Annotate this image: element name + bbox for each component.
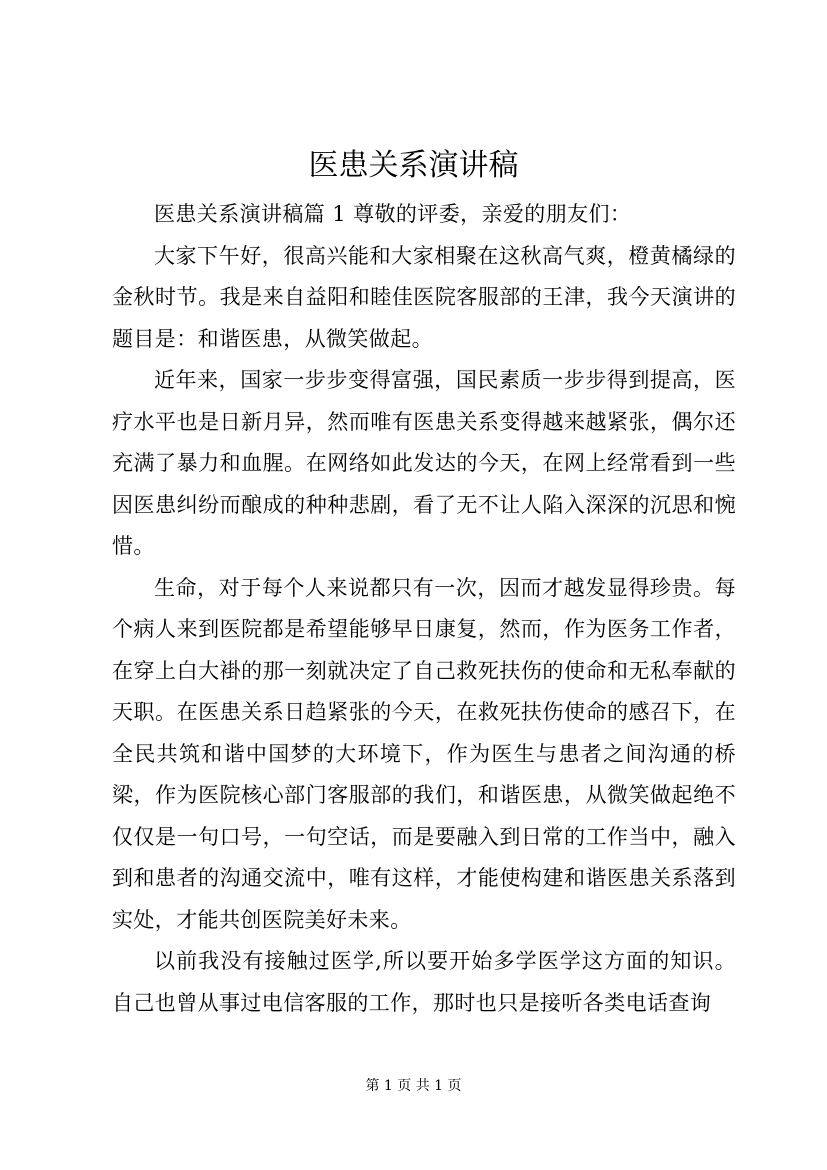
document-title: 医患关系演讲稿 xyxy=(308,148,519,183)
paragraph-background: 近年来，国家一步步变得富强，国民素质一步步得到提高，医疗水平也是日新月异，然而唯有医患关系变得越来越紧张，偶尔还充满了暴力和血腥。在网络如此发达的今天，在网上经常看到一些因医患纠纷而酿成的种种悲剧，看了无不让人陷入深深的沉思和惋惜。 xyxy=(112,368,736,558)
paragraph-experience: 以前我没有接触过医学,所以要开始多学医学这方面的知识。自己也曾从事过电信客服的工作，那时也只是接听各类电话查询 xyxy=(112,949,736,1015)
page-footer: 第 1 页 共 1 页 xyxy=(365,1078,462,1094)
paragraph-introduction: 大家下午好，很高兴能和大家相聚在这秋高气爽，橙黄橘绿的金秋时节。我是来自益阳和睦佳医院客服部的王津，我今天演讲的题目是：和谐医患，从微笑做起。 xyxy=(112,243,736,351)
document-body xyxy=(112,194,736,1024)
paragraph-mission: 生命，对于每个人来说都只有一次，因而才越发显得珍贵。每个病人来到医院都是希望能够早日康复，然而，作为医务工作者，在穿上白大褂的那一刻就决定了自己救死扶伤的使命和无私奉献的天职。在医患关系日趋紧张的今天，在救死扶伤使命的感召下，在全民共筑和谐中国梦的大环境下，作为医生与患者之间沟通的桥梁，作为医院核心部门客服部的我们，和谐医患，从微笑做起绝不仅仅是一句口号，一句空话，而是要融入到日常的工作当中，融入到和患者的沟通交流中，唯有这样，才能使构建和谐医患关系落到实处，才能共创医院美好未来。 xyxy=(112,575,736,932)
paragraph-greeting: 医患关系演讲稿篇 1 尊敬的评委，亲爱的朋友们： xyxy=(154,202,632,226)
